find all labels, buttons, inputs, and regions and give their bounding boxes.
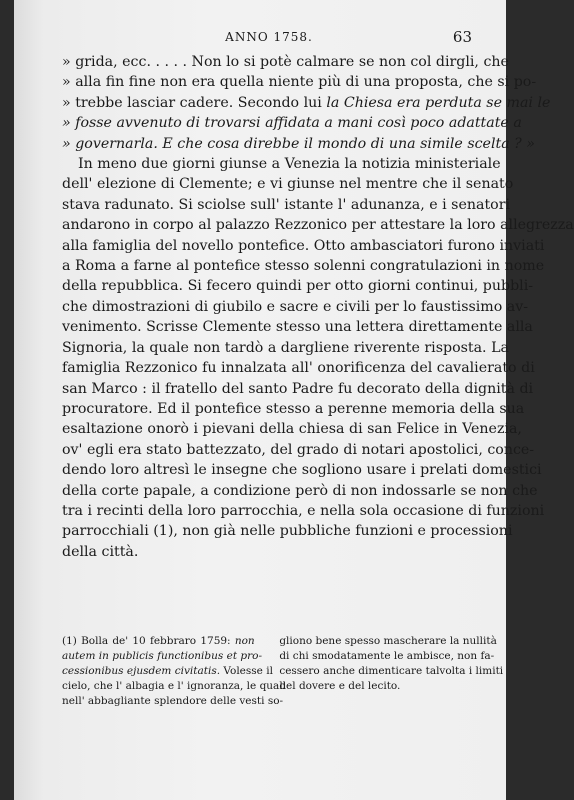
italic-run: » fosse avvenuto di trovarsi affidata a mani così poco adattate a — [62, 115, 522, 132]
main-text — [62, 52, 574, 562]
text-line: della città. — [62, 543, 139, 560]
italic-run: » governarla. E che cosa direbbe il mondo di una simile scelta ? » — [62, 135, 535, 152]
text-line: tra i recinti della loro parrocchia, e nella sola occasione di funzioni — [62, 502, 545, 519]
text-line: alla famiglia del novello pontefice. Otto ambasciatori furono inviati — [62, 237, 545, 254]
page-number: 63 — [452, 28, 472, 46]
italic-run: la Chiesa era perduta se mai le — [326, 94, 551, 111]
text-line: esaltazione onorò i pievani della chiesa di san Felice in Venezia, — [62, 421, 522, 438]
text-run: (1) Bolla de' 10 febbraro 1759: — [62, 635, 235, 647]
book-page — [14, 0, 574, 800]
text-line: a Roma a farne al pontefice stesso solenni congratulazioni in nome — [62, 258, 545, 275]
text-line: venimento. Scrisse Clemente stesso una lettera direttamente alla — [62, 319, 533, 336]
text-line: che dimostrazioni di giubilo e sacre e civili per lo faustissimo av- — [62, 298, 529, 315]
footnote-left-column — [62, 634, 287, 709]
text-line: dell' elezione di Clemente; e vi giunse nel mentre che il senato — [62, 176, 514, 193]
text-line: san Marco : il fratello del santo Padre fu decorato della dignità di — [62, 380, 534, 397]
running-title: ANNO 1758. — [225, 30, 313, 44]
footnote-line — [62, 664, 273, 679]
text-line: ov' egli era stato battezzato, del grado di notari apostolici, conce- — [62, 441, 535, 458]
text-line: della corte papale, a condizione però di non indossarle se non che — [62, 482, 538, 499]
footnote-right-column — [279, 634, 504, 694]
text-line: famiglia Rezzonico fu innalzata all' onorificenza del cavalierato di — [62, 360, 535, 377]
page-header — [66, 30, 472, 50]
footnote-line: cielo, che l' albagia e l' ignoranza, le quali — [62, 680, 287, 692]
footnote-line: di chi smodatamente le ambisce, non fa- — [279, 650, 495, 662]
text-line: » grida, ecc. . . . . Non lo si potè calmare se non col dirgli, che — [62, 54, 509, 70]
footnote-line: cessero anche dimenticare talvolta i limiti — [279, 665, 504, 677]
text-line: In meno due giorni giunse a Venezia la notizia ministeriale — [78, 156, 501, 173]
footnote-line: del dovere e del lecito. — [279, 680, 401, 692]
footnote-line — [62, 634, 255, 649]
text-line — [62, 113, 522, 133]
footnote-line: gliono bene spesso mascherare la nullità — [279, 635, 497, 647]
footnote-line: nell' abbagliante splendore delle vesti so- — [62, 695, 284, 707]
text-line: stava radunato. Si sciolse sull' istante l' adunanza, e i senatori — [62, 196, 511, 213]
footnote-line — [62, 649, 262, 664]
text-line — [62, 134, 535, 154]
text-line: Signoria, la quale non tardò a dargliene riverente risposta. La — [62, 339, 509, 356]
text-run: Volesse il — [220, 665, 273, 677]
text-line: procuratore. Ed il pontefice stesso a perenne memoria della sua — [62, 400, 525, 417]
text-line: dendo loro altresì le insegne che sogliono usare i prelati domestici — [62, 462, 542, 479]
text-line: parrocchiali (1), non già nelle pubbliche funzioni e processioni — [62, 523, 513, 540]
italic-run: autem in publicis functionibus et pro- — [62, 650, 262, 662]
text-line — [62, 93, 551, 113]
text-line: della repubblica. Si fecero quindi per otto giorni continui, pubbli- — [62, 278, 534, 295]
text-line: » alla fin fine non era quella niente più di una proposta, che si po- — [62, 74, 537, 91]
text-line: andarono in corpo al palazzo Rezzonico per attestare la loro allegrezza — [62, 217, 574, 234]
italic-run: non — [234, 635, 255, 647]
italic-run: cessionibus ejusdem civitatis. — [62, 665, 221, 677]
text-run: » trebbe lasciar cadere. Secondo lui — [62, 94, 327, 111]
